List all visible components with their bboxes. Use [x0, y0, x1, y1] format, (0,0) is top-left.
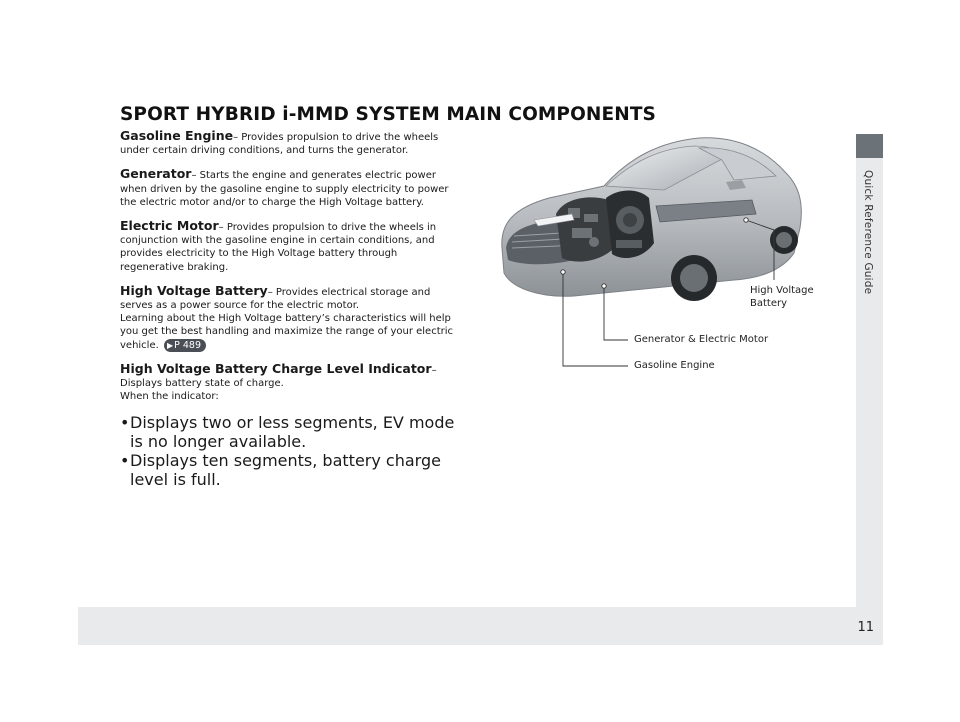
entry-term: Gasoline Engine	[120, 128, 234, 143]
entry-term: High Voltage Battery	[120, 282, 268, 298]
entry-description: – Displays battery state of charge.	[120, 364, 437, 390]
side-tab-label[interactable]: Quick Reference Guide	[862, 170, 874, 295]
footer-bar	[78, 607, 883, 645]
callout-gasoline-engine: Gasoline Engine	[634, 360, 715, 371]
car-cutaway-illustration	[494, 128, 806, 310]
reference-arrow-icon: ▶	[166, 340, 174, 350]
list-item: • Displays two or less segments, EV mode is no longer available.	[120, 413, 460, 451]
rear-wheel-rim	[776, 232, 792, 248]
page-number: 11	[857, 620, 874, 635]
page-reference-text: P 489	[174, 339, 202, 351]
entry-term: Electric Motor	[120, 218, 219, 234]
entry-term: Generator	[120, 166, 192, 182]
front-wheel-rim	[680, 264, 708, 292]
motor-detail	[616, 206, 644, 248]
entry-intro: When the indicator:	[120, 391, 219, 403]
entry-description: – Provides propulsion to drive the wheels under certain driving conditions, and turns the generator.	[120, 132, 439, 157]
entry-charge-level-indicator	[120, 362, 460, 404]
entry-extra-text: Learning about the High Voltage battery’s characteristics will help you get the best handling and maximize the range of your electric vehicle.	[120, 313, 453, 351]
page-reference-link[interactable]	[164, 339, 206, 352]
entry-high-voltage-battery	[120, 284, 460, 352]
component-descriptions	[120, 129, 460, 505]
entry-description: – Provides propulsion to drive the wheels in conjunction with the gasoline engine in certain conditions, and provides electricity to the High Voltage battery through regenerative braking.	[120, 222, 437, 273]
entry-description: – Starts the engine and generates electric power when driven by the gasoline engine to supply electricity to power the electric motor and/or to charge the High Voltage battery.	[120, 170, 449, 208]
callout-battery-line2: Battery	[750, 298, 788, 309]
indicator-bullet-list	[120, 413, 460, 489]
side-tab-marker	[856, 134, 883, 158]
entry-description: – Provides electrical storage and serves as a power source for the electric motor.	[120, 286, 431, 312]
entry-term: High Voltage Battery Charge Level Indicator	[120, 360, 432, 376]
entry-electric-motor	[120, 219, 460, 274]
entry-gasoline-engine	[120, 129, 460, 157]
entry-extra	[120, 312, 460, 352]
callout-battery-line1: High Voltage	[750, 285, 814, 296]
callout-generator-motor: Generator & Electric Motor	[634, 334, 769, 345]
entry-generator	[120, 167, 460, 209]
page-title: SPORT HYBRID i-MMD SYSTEM MAIN COMPONENTS	[120, 104, 656, 125]
list-item: • Displays ten segments, battery charge level is full.	[120, 451, 460, 489]
